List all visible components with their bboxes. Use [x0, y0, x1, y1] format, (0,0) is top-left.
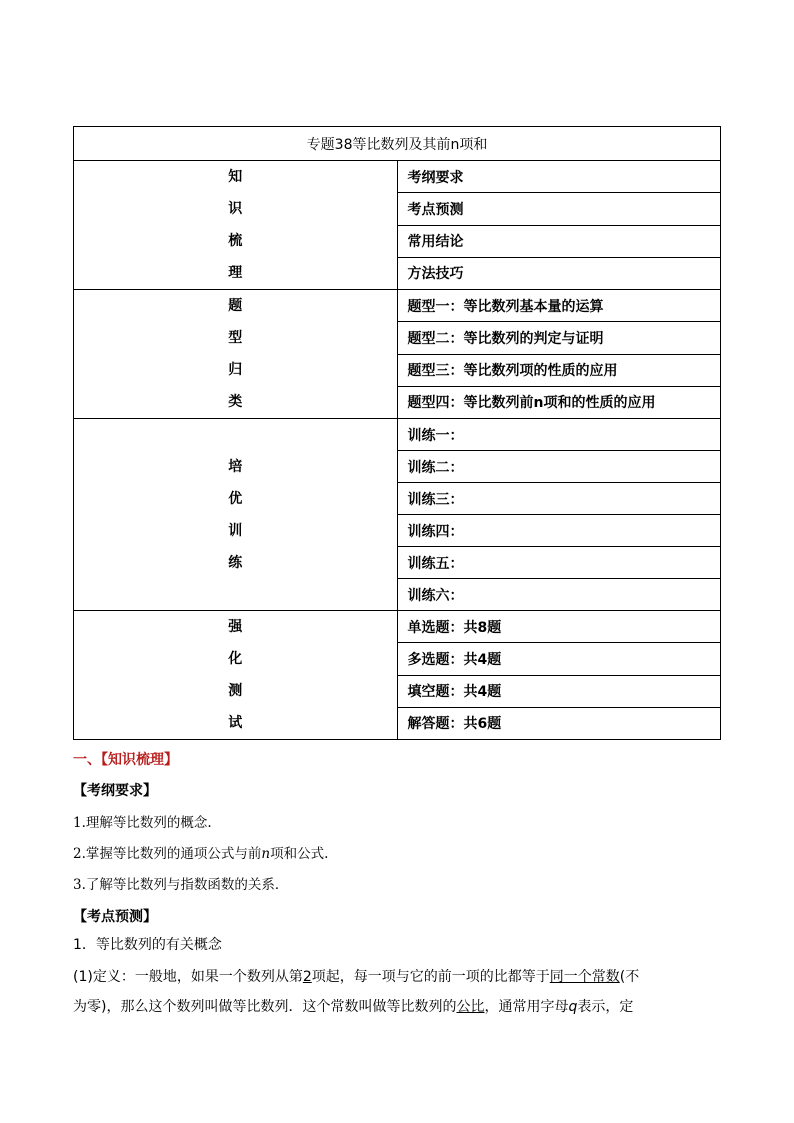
category-tests: [74, 611, 398, 740]
point-1-heading: 1．等比数列的有关概念: [73, 937, 222, 953]
table-row: 单选题：共8题: [397, 611, 721, 643]
table-row: 训练四：: [397, 515, 721, 547]
category-char: 归: [228, 362, 243, 378]
table-row: 题型二：等比数列的判定与证明: [397, 322, 721, 354]
category-training: [74, 419, 398, 611]
category-char: 强: [228, 619, 243, 635]
category-char: 培: [228, 458, 243, 475]
category-char: 测: [228, 683, 243, 699]
table-row: 题型一：等比数列基本量的运算: [397, 290, 721, 322]
subheading-predictions: 【考点预测】: [73, 909, 157, 925]
table-row: 训练三：: [397, 483, 721, 515]
table-row: 多选题：共4题: [397, 643, 721, 675]
table-title: 专题38等比数列及其前n项和: [74, 127, 721, 161]
category-char: 理: [228, 265, 243, 281]
category-char: 优: [228, 490, 243, 507]
outline-table: [73, 126, 721, 740]
category-knowledge: [74, 161, 398, 290]
category-char: 梳: [228, 233, 243, 249]
table-row: 常用结论: [397, 225, 721, 257]
category-char: 训: [228, 522, 243, 539]
category-char: 化: [228, 651, 243, 667]
table-row: 训练二：: [397, 451, 721, 483]
category-char: 题: [228, 298, 243, 314]
category-char: 类: [228, 394, 243, 410]
table-row: 题型四：等比数列前n项和的性质的应用: [397, 386, 721, 418]
requirement-1: 1.理解等比数列的概念.: [73, 815, 212, 831]
table-row: 训练五：: [397, 547, 721, 579]
requirement-3: 3.了解等比数列与指数函数的关系．: [73, 877, 289, 893]
category-char: 识: [228, 201, 243, 217]
category-char: 型: [228, 330, 243, 346]
subheading-requirements: 【考纲要求】: [73, 783, 157, 799]
category-question-types: [74, 290, 398, 419]
section-heading: 一、【知识梳理】: [73, 752, 178, 768]
table-row: 训练一：: [397, 419, 721, 451]
category-char: 试: [228, 715, 243, 731]
definition-line-1: (1)定义：一般地，如果一个数列从第2项起，每一项与它的前一项的比都等于同一个常数(不: [73, 969, 640, 985]
definition-line-2: 为零)，那么这个数列叫做等比数列．这个常数叫做等比数列的公比，通常用字母q表示，定: [73, 999, 634, 1015]
requirement-2: 2.掌握等比数列的通项公式与前n项和公式.: [73, 846, 329, 862]
table-row: 解答题：共6题: [397, 707, 721, 739]
category-char: 练: [228, 554, 243, 571]
table-row: 题型三：等比数列项的性质的应用: [397, 354, 721, 386]
table-row: 考纲要求: [397, 161, 721, 193]
table-row: 训练六：: [397, 579, 721, 611]
table-row: 考点预测: [397, 193, 721, 225]
category-char: 知: [228, 169, 243, 185]
table-row: 方法技巧: [397, 257, 721, 289]
table-row: 填空题：共4题: [397, 675, 721, 707]
